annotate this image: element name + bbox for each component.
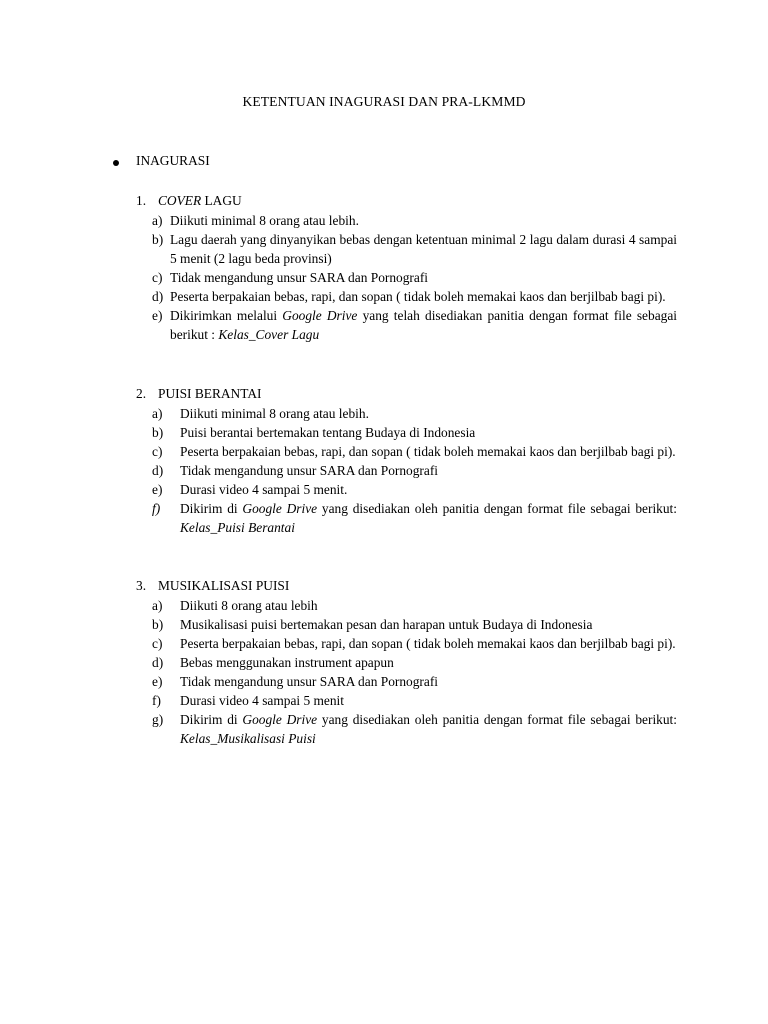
section-label: PUISI BERANTAI [158,386,262,401]
list-item-letter: a) [152,598,163,613]
list-item-letter: a) [152,406,163,421]
list-item-letter: a) [152,213,163,228]
list-item-text: Peserta berpakaian bebas, rapi, dan sopan ( tidak boleh memakai kaos dan berjilbab bagi pi). [180,636,676,651]
list-item-letter: d) [152,463,164,478]
list-item-letter: b) [152,617,164,632]
list-item-letter: c) [152,270,163,285]
list-item-letter: d) [152,289,164,304]
list-item-text: Durasi video 4 sampai 5 menit. [180,482,348,497]
list-item-text: Musikalisasi puisi bertemakan pesan dan harapan untuk Budaya di Indonesia [180,617,593,632]
list-item [136,230,677,268]
list-item-text: Durasi video 4 sampai 5 menit [180,693,345,708]
list-item [136,404,677,423]
section-number: 1. [136,193,147,208]
list-item [136,634,677,653]
list-item-text: Tidak mengandung unsur SARA dan Pornografi [170,270,429,285]
section-cover-lagu [136,191,677,344]
list-item [136,615,677,634]
list-item-letter: e) [152,308,163,323]
section-number: 3. [136,578,147,593]
section-musikalisasi-puisi [136,576,677,748]
list-item-text: Puisi berantai bertemakan tentang Budaya di Indonesia [180,425,476,440]
list-item-letter: g) [152,712,164,727]
list-item [136,499,677,537]
list-item-letter: f) [152,693,161,708]
list-item [136,672,677,691]
list-item-text: Tidak mengandung unsur SARA dan Pornografi [180,674,439,689]
list-item [136,287,677,306]
section-label: MUSIKALISASI PUISI [158,578,290,593]
document-title: KETENTUAN INAGURASI DAN PRA-LKMMD [242,94,526,109]
section-label: COVER LAGU [158,193,242,208]
list-item [136,653,677,672]
bullet-label: INAGURASI [136,153,210,168]
list-item-letter: d) [152,655,164,670]
list-item-letter: f) [152,501,161,516]
list-item [136,596,677,615]
list-item [136,461,677,480]
list-item-text: Bebas menggunakan instrument apapun [180,655,394,670]
list-item [136,268,677,287]
section-items [136,596,677,748]
list-item-letter: c) [152,444,163,459]
section-items [136,404,677,537]
list-item-letter: b) [152,232,164,247]
list-item-letter: e) [152,482,163,497]
list-item-text: Dikirimkan melalui Google Drive yang telah disediakan panitia dengan format file sebagai berikut : Kelas_Cover Lagu [170,308,677,342]
section-heading [136,191,677,211]
section-heading [136,576,677,596]
list-item [136,211,677,230]
list-item [136,423,677,442]
bullet-dot-icon [113,160,119,166]
list-item-text: Diikuti minimal 8 orang atau lebih. [170,213,359,228]
list-item-text: Lagu daerah yang dinyanyikan bebas dengan ketentuan minimal 2 lagu dalam durasi 4 sampai 5 menit (2 lagu beda provinsi) [170,232,677,266]
section-heading [136,384,677,404]
list-item [136,442,677,461]
list-item [136,691,677,710]
list-item [136,480,677,499]
list-item-text: Diikuti minimal 8 orang atau lebih. [180,406,369,421]
list-item-text: Dikirim di Google Drive yang disediakan oleh panitia dengan format file sebagai berikut: Kelas_Puisi Berantai [180,501,678,535]
list-item-letter: e) [152,674,163,689]
list-item-letter: c) [152,636,163,651]
list-item-letter: b) [152,425,164,440]
list-item-text: Diikuti 8 orang atau lebih [180,598,318,613]
list-item-text: Peserta berpakaian bebas, rapi, dan sopan ( tidak boleh memakai kaos dan berjilbab bagi pi). [180,444,676,459]
list-item [136,710,677,748]
list-item [136,306,677,344]
list-item-text: Dikirim di Google Drive yang disediakan oleh panitia dengan format file sebagai berikut: Kelas_Musikalisasi Puisi [180,712,678,746]
list-item-text: Peserta berpakaian bebas, rapi, dan sopan ( tidak boleh memakai kaos dan berjilbab bagi pi). [170,289,666,304]
section-puisi-berantai [136,384,677,537]
section-number: 2. [136,386,147,401]
list-item-text: Tidak mengandung unsur SARA dan Pornografi [180,463,439,478]
section-items [136,211,677,344]
